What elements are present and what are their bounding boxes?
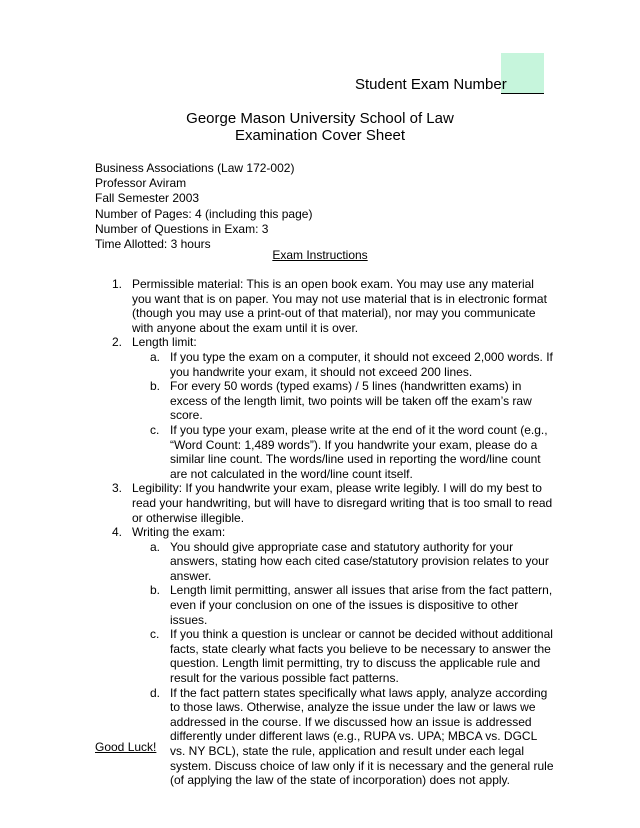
subitem-label: a. [150, 539, 161, 554]
instruction-number: 1. [112, 277, 123, 291]
instruction-number: 3. [112, 481, 123, 496]
instruction-item [95, 335, 555, 350]
course-info [95, 161, 312, 252]
course-name: Business Associations (Law 172-002) [95, 161, 295, 175]
subitem-label: a. [150, 349, 161, 364]
instruction-text: Length limit: [132, 335, 197, 350]
instruction-text: Permissible material: This is an open book exam. You may use any material you want that is on paper. You may not use material that is in electronic format (though you may use a print-out of that material), nor may you communicate with anyone about the exam until it is over. [132, 277, 547, 335]
instruction-text: Writing the exam: [132, 525, 226, 540]
subitem-label: d. [150, 685, 161, 700]
instruction-subitem [95, 627, 555, 685]
time-allotted: Time Allotted: 3 hours [95, 237, 211, 252]
good-luck: Good Luck! [95, 740, 157, 754]
title-line-2: Examination Cover Sheet [234, 127, 406, 144]
exam-number-label: Student Exam Number [355, 76, 507, 93]
instruction-subitem [95, 350, 555, 379]
instruction-subitem [95, 686, 555, 788]
subitem-text: If you type the exam on a computer, it should not exceed 2,000 words. If you handwrite your exam, it should not exceed 200 lines. [170, 349, 553, 379]
instruction-item [95, 525, 555, 540]
subitem-text: For every 50 words (typed exams) / 5 lines (handwritten exams) in excess of the length limit, two points will be taken off the exam’s raw score. [170, 379, 532, 423]
page-title [0, 110, 640, 144]
page-count: Number of Pages: 4 (including this page) [95, 206, 313, 221]
instruction-number: 4. [112, 525, 123, 540]
semester: Fall Semester 2003 [95, 191, 200, 206]
subitem-label: c. [150, 627, 160, 642]
instruction-subitem [95, 379, 555, 423]
instruction-subitem [95, 540, 555, 584]
question-count: Number of Questions in Exam: 3 [95, 221, 269, 236]
exam-number-box[interactable] [501, 53, 544, 94]
instruction-subitem [95, 423, 555, 481]
title-line-1: George Mason University School of Law [186, 110, 454, 127]
subitem-label: b. [150, 583, 161, 598]
instruction-item [95, 277, 555, 335]
instructions-list [95, 277, 555, 788]
instruction-item [95, 481, 555, 525]
subitem-text: If the fact pattern states specifically what laws apply, analyze according to those laws. Otherwise, analyze the issue under the law or laws we addressed in the course. If we discussed how an issue is addressed differently under different laws (e.g., RUPA vs. UPA; MBCA vs. DGCL vs. NY BCL), state the rule, application and result under each legal system. Discuss choice of law only if it is necessary and the general rule (of applying the law of the state of incorporation) does not apply. [170, 685, 554, 788]
subitem-text: If you type your exam, please write at the end of it the word count (e.g., “Word Count: 1,489 words”). If you handwrite your exam, please do a similar line count. The words/line used in reporting the word/line count are not calculated in the word/line count itself. [170, 422, 548, 481]
subitem-text: You should give appropriate case and statutory authority for your answers, stating how each cited case/statutory provision relates to your answer. [170, 539, 549, 583]
professor: Professor Aviram [95, 176, 187, 191]
subitem-label: b. [150, 379, 161, 394]
instruction-text: Legibility: If you handwrite your exam, please write legibly. I will do my best to read your handwriting, but will have to disregard writing that is too small to read or otherwise illegible. [132, 481, 553, 525]
instruction-subitem [95, 583, 555, 627]
subitem-text: If you think a question is unclear or cannot be decided without additional facts, state clearly what facts you believe to be necessary to answer the question. Length limit permitting, try to discuss the applicable rule and result for the various possible fact patterns. [170, 627, 553, 686]
subitem-text: Length limit permitting, answer all issues that arise from the fact pattern, even if your conclusion on one of the issues is dispositive to other issues. [170, 583, 553, 627]
subitem-label: c. [150, 422, 160, 437]
instruction-number: 2. [112, 335, 123, 350]
instructions-heading: Exam Instructions [272, 248, 368, 262]
